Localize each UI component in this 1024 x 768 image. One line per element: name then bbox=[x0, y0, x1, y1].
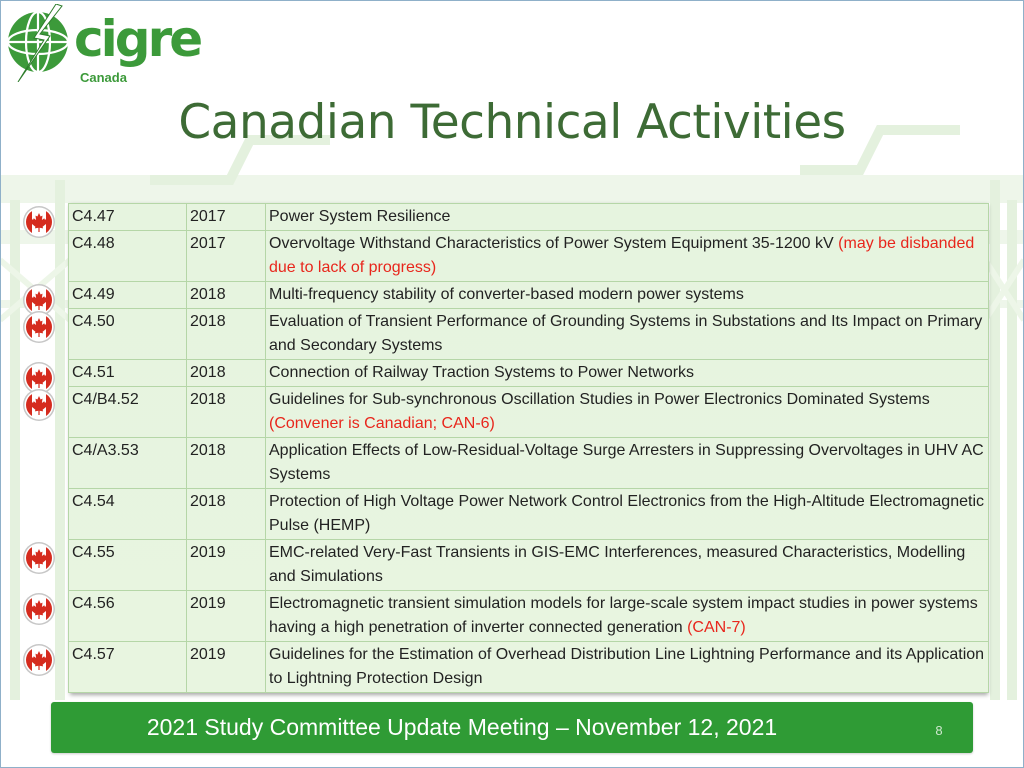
canada-flag-icon bbox=[22, 388, 56, 422]
table-row bbox=[69, 309, 989, 360]
working-group-code: C4/B4.52 bbox=[69, 387, 187, 438]
working-group-code: C4.47 bbox=[69, 204, 187, 231]
working-group-code: C4.51 bbox=[69, 360, 187, 387]
working-group-year: 2017 bbox=[187, 231, 266, 282]
working-group-title: EMC-related Very-Fast Transients in GIS-EMC Interferences, measured Characteristics, Modelling and Simulations bbox=[269, 544, 966, 585]
working-group-note: (CAN-7) bbox=[687, 619, 746, 636]
working-group-code: C4.55 bbox=[69, 540, 187, 591]
working-group-year: 2018 bbox=[187, 360, 266, 387]
working-groups-table bbox=[68, 203, 989, 693]
working-group-code: C4.57 bbox=[69, 642, 187, 693]
working-group-title-cell bbox=[266, 540, 989, 591]
working-group-code: C4.54 bbox=[69, 489, 187, 540]
canada-flag-icon bbox=[22, 541, 56, 575]
working-group-title: Overvoltage Withstand Characteristics of Power System Equipment 35-1200 kV bbox=[269, 235, 834, 252]
working-group-year: 2018 bbox=[187, 309, 266, 360]
working-group-year: 2019 bbox=[187, 642, 266, 693]
working-group-note: (Convener is Canadian; CAN-6) bbox=[269, 415, 495, 432]
canada-flag-icon bbox=[22, 592, 56, 626]
working-group-title-cell bbox=[266, 387, 989, 438]
working-group-title: Application Effects of Low-Residual-Voltage Surge Arresters in Suppressing Overvoltages in UHV AC Systems bbox=[269, 442, 984, 483]
working-group-year: 2018 bbox=[187, 282, 266, 309]
working-group-title: Evaluation of Transient Performance of Grounding Systems in Substations and Its Impact on Primary and Secondary Systems bbox=[269, 313, 983, 354]
table-row bbox=[69, 438, 989, 489]
working-group-year: 2019 bbox=[187, 540, 266, 591]
working-group-title-cell bbox=[266, 282, 989, 309]
working-group-title-cell bbox=[266, 642, 989, 693]
table-row bbox=[69, 231, 989, 282]
working-group-year: 2018 bbox=[187, 489, 266, 540]
cigre-canada-logo bbox=[4, 4, 204, 88]
working-group-code: C4/A3.53 bbox=[69, 438, 187, 489]
canada-flag-icon bbox=[22, 310, 56, 344]
table-row bbox=[69, 360, 989, 387]
working-group-title-cell bbox=[266, 231, 989, 282]
canada-flag-icon bbox=[22, 205, 56, 239]
working-group-code: C4.49 bbox=[69, 282, 187, 309]
working-group-title-cell bbox=[266, 591, 989, 642]
working-group-title: Power System Resilience bbox=[269, 208, 451, 225]
page-number: 8 bbox=[935, 723, 943, 738]
working-group-year: 2018 bbox=[187, 387, 266, 438]
working-group-title-cell bbox=[266, 438, 989, 489]
working-group-title-cell bbox=[266, 309, 989, 360]
table-row bbox=[69, 540, 989, 591]
logo-wordmark: cigre bbox=[74, 10, 201, 68]
working-group-title-cell bbox=[266, 204, 989, 231]
working-group-title: Multi-frequency stability of converter-based modern power systems bbox=[269, 286, 744, 303]
table-row bbox=[69, 387, 989, 438]
working-group-code: C4.50 bbox=[69, 309, 187, 360]
working-group-note: (may be disbanded due to lack of progress) bbox=[269, 235, 975, 276]
cigre-globe-lightning-icon bbox=[4, 4, 76, 82]
table-row bbox=[69, 591, 989, 642]
logo-subtitle: Canada bbox=[80, 70, 127, 85]
working-group-title: Guidelines for the Estimation of Overhead Distribution Line Lightning Performance and its Application to Lightning Protection Design bbox=[269, 646, 985, 687]
table-row bbox=[69, 204, 989, 231]
working-groups-table-container bbox=[68, 203, 986, 693]
working-group-title: Guidelines for Sub-synchronous Oscillation Studies in Power Electronics Dominated Systems bbox=[269, 391, 930, 408]
footer-meeting-text: 2021 Study Committee Update Meeting – November 12, 2021 bbox=[146, 714, 778, 740]
working-group-title: Electromagnetic transient simulation models for large-scale system impact studies in power systems having a high penetration of inverter connected generation bbox=[269, 595, 978, 636]
working-group-year: 2018 bbox=[187, 438, 266, 489]
working-group-title: Connection of Railway Traction Systems to Power Networks bbox=[269, 364, 695, 381]
table-row bbox=[69, 489, 989, 540]
working-groups-table-body bbox=[69, 204, 989, 693]
page-title: Canadian Technical Activities bbox=[178, 95, 846, 150]
footer-bar bbox=[51, 702, 973, 753]
working-group-year: 2019 bbox=[187, 591, 266, 642]
table-row bbox=[69, 282, 989, 309]
table-row bbox=[69, 642, 989, 693]
working-group-title-cell bbox=[266, 489, 989, 540]
working-group-year: 2017 bbox=[187, 204, 266, 231]
working-group-code: C4.56 bbox=[69, 591, 187, 642]
working-group-title-cell bbox=[266, 360, 989, 387]
canada-flag-icon bbox=[22, 643, 56, 677]
working-group-title: Protection of High Voltage Power Network Control Electronics from the High-Altitude Electromagnetic Pulse (HEMP) bbox=[269, 493, 984, 534]
working-group-code: C4.48 bbox=[69, 231, 187, 282]
